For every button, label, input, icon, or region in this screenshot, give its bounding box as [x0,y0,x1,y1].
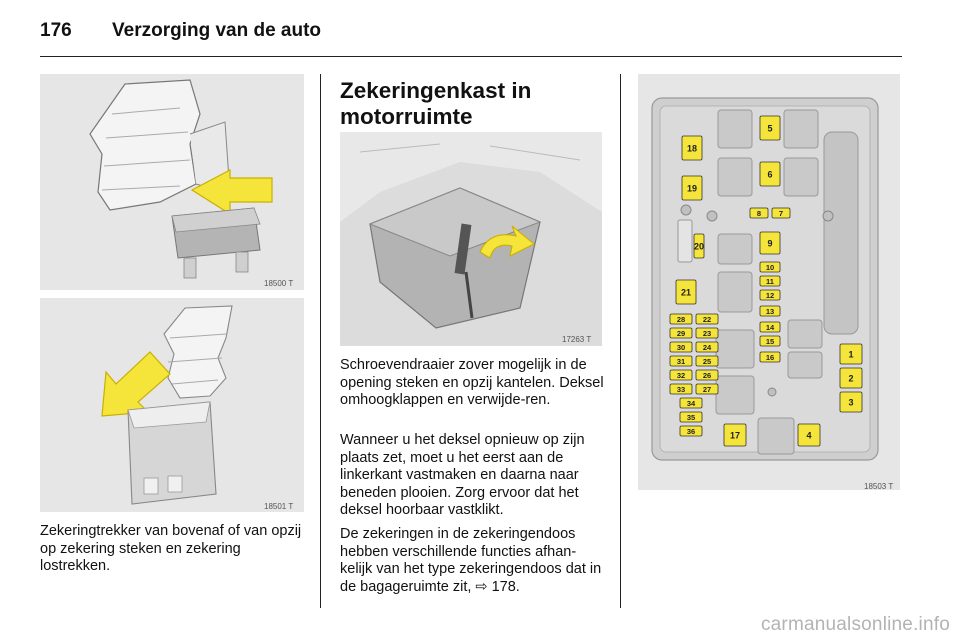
fuse-label-7: 7 [778,209,784,218]
fuse-label-1: 1 [848,349,854,360]
fuse-puller-top-illustration [40,74,304,290]
fuse-position-28 [670,314,692,324]
fuse-position-21 [676,280,696,304]
column-divider-right [620,74,621,608]
fuse-position-36 [680,426,702,436]
fuse-label-8: 8 [756,209,762,218]
fuse-label-15: 15 [765,337,775,346]
fuse-label-10: 10 [765,263,775,272]
engine-fuse-box-cover-illustration [340,132,602,346]
fuse-label-28: 28 [676,315,686,324]
fuse-position-33 [670,384,692,394]
fuse-label-27: 27 [702,385,712,394]
fuse-label-19: 19 [686,183,698,194]
fuse-label-3: 3 [848,397,854,408]
fuse-position-5 [760,116,780,140]
fuse-label-17: 17 [729,430,741,441]
fuse-label-26: 26 [702,371,712,380]
fuse-position-26 [696,370,718,380]
fuse-position-17 [724,424,746,446]
fuse-label-4: 4 [806,430,812,441]
paragraph-screwdriver: Schroevendraaier zover mogelijk in de opening steken en opzij kantelen. Deksel omhoogklappen en verwijde-ren. [340,357,604,408]
fuse-label-30: 30 [676,343,686,352]
fuse-position-18 [682,136,702,160]
fuse-puller-side-illustration [40,298,304,512]
fuse-position-1 [840,344,862,364]
figure-code-18501: 18501 T [264,502,294,511]
fuse-label-13: 13 [765,307,775,316]
paragraph-refit-cover: Wanneer u het deksel opnieuw op zijn plaats zet, moet u het eerst aan de linkerkant vastmaken en daarna naar beneden plooien. Zorg ervoor dat het deksel hoorbaar vastklikt. [340,432,585,518]
fuse-label-25: 25 [702,357,712,366]
fuse-position-3 [840,392,862,412]
fuse-box-cover-drawing [340,132,602,346]
fuse-label-5: 5 [767,123,773,134]
fuse-position-15 [760,336,780,346]
paragraph-fuse-functions: De zekeringen in de zekeringendoos hebben verschillende functies afhan-kelijk van het type zekeringendoos dat in de bagageruimte zit, ⇨ 178. [340,526,602,595]
fuse-position-24 [696,342,718,352]
fuse-position-4 [798,424,820,446]
left-caption: Zekeringtrekker van bovenaf of van opzij op zekering steken en zekering lostrekken. [40,523,302,574]
figure-code-18500: 18500 T [264,279,294,288]
section-title [340,78,531,130]
fuse-label-24: 24 [702,343,712,352]
fuse-position-14 [760,322,780,332]
fuse-label-36: 36 [686,427,696,436]
fuse-puller-side-drawing [40,298,304,512]
fuse-label-22: 22 [702,315,712,324]
fuse-puller-top-drawing [40,74,304,290]
fuse-position-9 [760,232,780,254]
fuse-position-29 [670,328,692,338]
fuse-label-12: 12 [765,291,775,300]
fuse-position-8 [750,208,768,218]
figure-code-18503: 18503 T [864,482,894,491]
fuse-label-20: 20 [693,241,705,252]
fuse-position-2 [840,368,862,388]
section-title-line-2: motorruimte [340,104,473,129]
fuse-label-2: 2 [848,373,854,384]
fuse-position-20 [694,234,704,258]
fuse-label-23: 23 [702,329,712,338]
fuse-position-27 [696,384,718,394]
fuse-label-21: 21 [680,287,692,298]
page-header-title: Verzorging van de auto [112,20,322,41]
watermark: carmanualsonline.info [760,614,950,635]
fuse-box-layout-illustration [638,74,900,490]
fuse-label-29: 29 [676,329,686,338]
fuse-position-23 [696,328,718,338]
fuse-position-6 [760,162,780,186]
fuse-position-30 [670,342,692,352]
fuse-label-31: 31 [676,357,686,366]
fuse-label-34: 34 [686,399,696,408]
figure-code-17263: 17263 T [562,335,592,344]
fuse-position-22 [696,314,718,324]
fuse-label-32: 32 [676,371,686,380]
page-number: 176 [40,20,72,41]
fuse-position-34 [680,398,702,408]
column-divider-left [320,74,321,608]
fuse-box-layout-diagram [638,74,900,490]
fuse-label-6: 6 [767,169,773,180]
fuse-position-11 [760,276,780,286]
fuse-label-16: 16 [765,353,775,362]
fuse-position-7 [772,208,790,218]
fuse-label-14: 14 [765,323,775,332]
fuse-label-33: 33 [676,385,686,394]
fuse-position-19 [682,176,702,200]
fuse-position-25 [696,356,718,366]
fuse-position-32 [670,370,692,380]
fuse-position-16 [760,352,780,362]
fuse-position-13 [760,306,780,316]
fuse-label-35: 35 [686,413,696,422]
fuse-label-18: 18 [686,143,698,154]
fuse-label-11: 11 [766,277,774,286]
section-title-line-1: Zekeringenkast in [340,78,532,103]
fuse-position-10 [760,262,780,272]
fuse-position-31 [670,356,692,366]
fuse-position-35 [680,412,702,422]
fuse-label-9: 9 [767,238,773,249]
header-rule [40,56,902,57]
fuse-position-12 [760,290,780,300]
